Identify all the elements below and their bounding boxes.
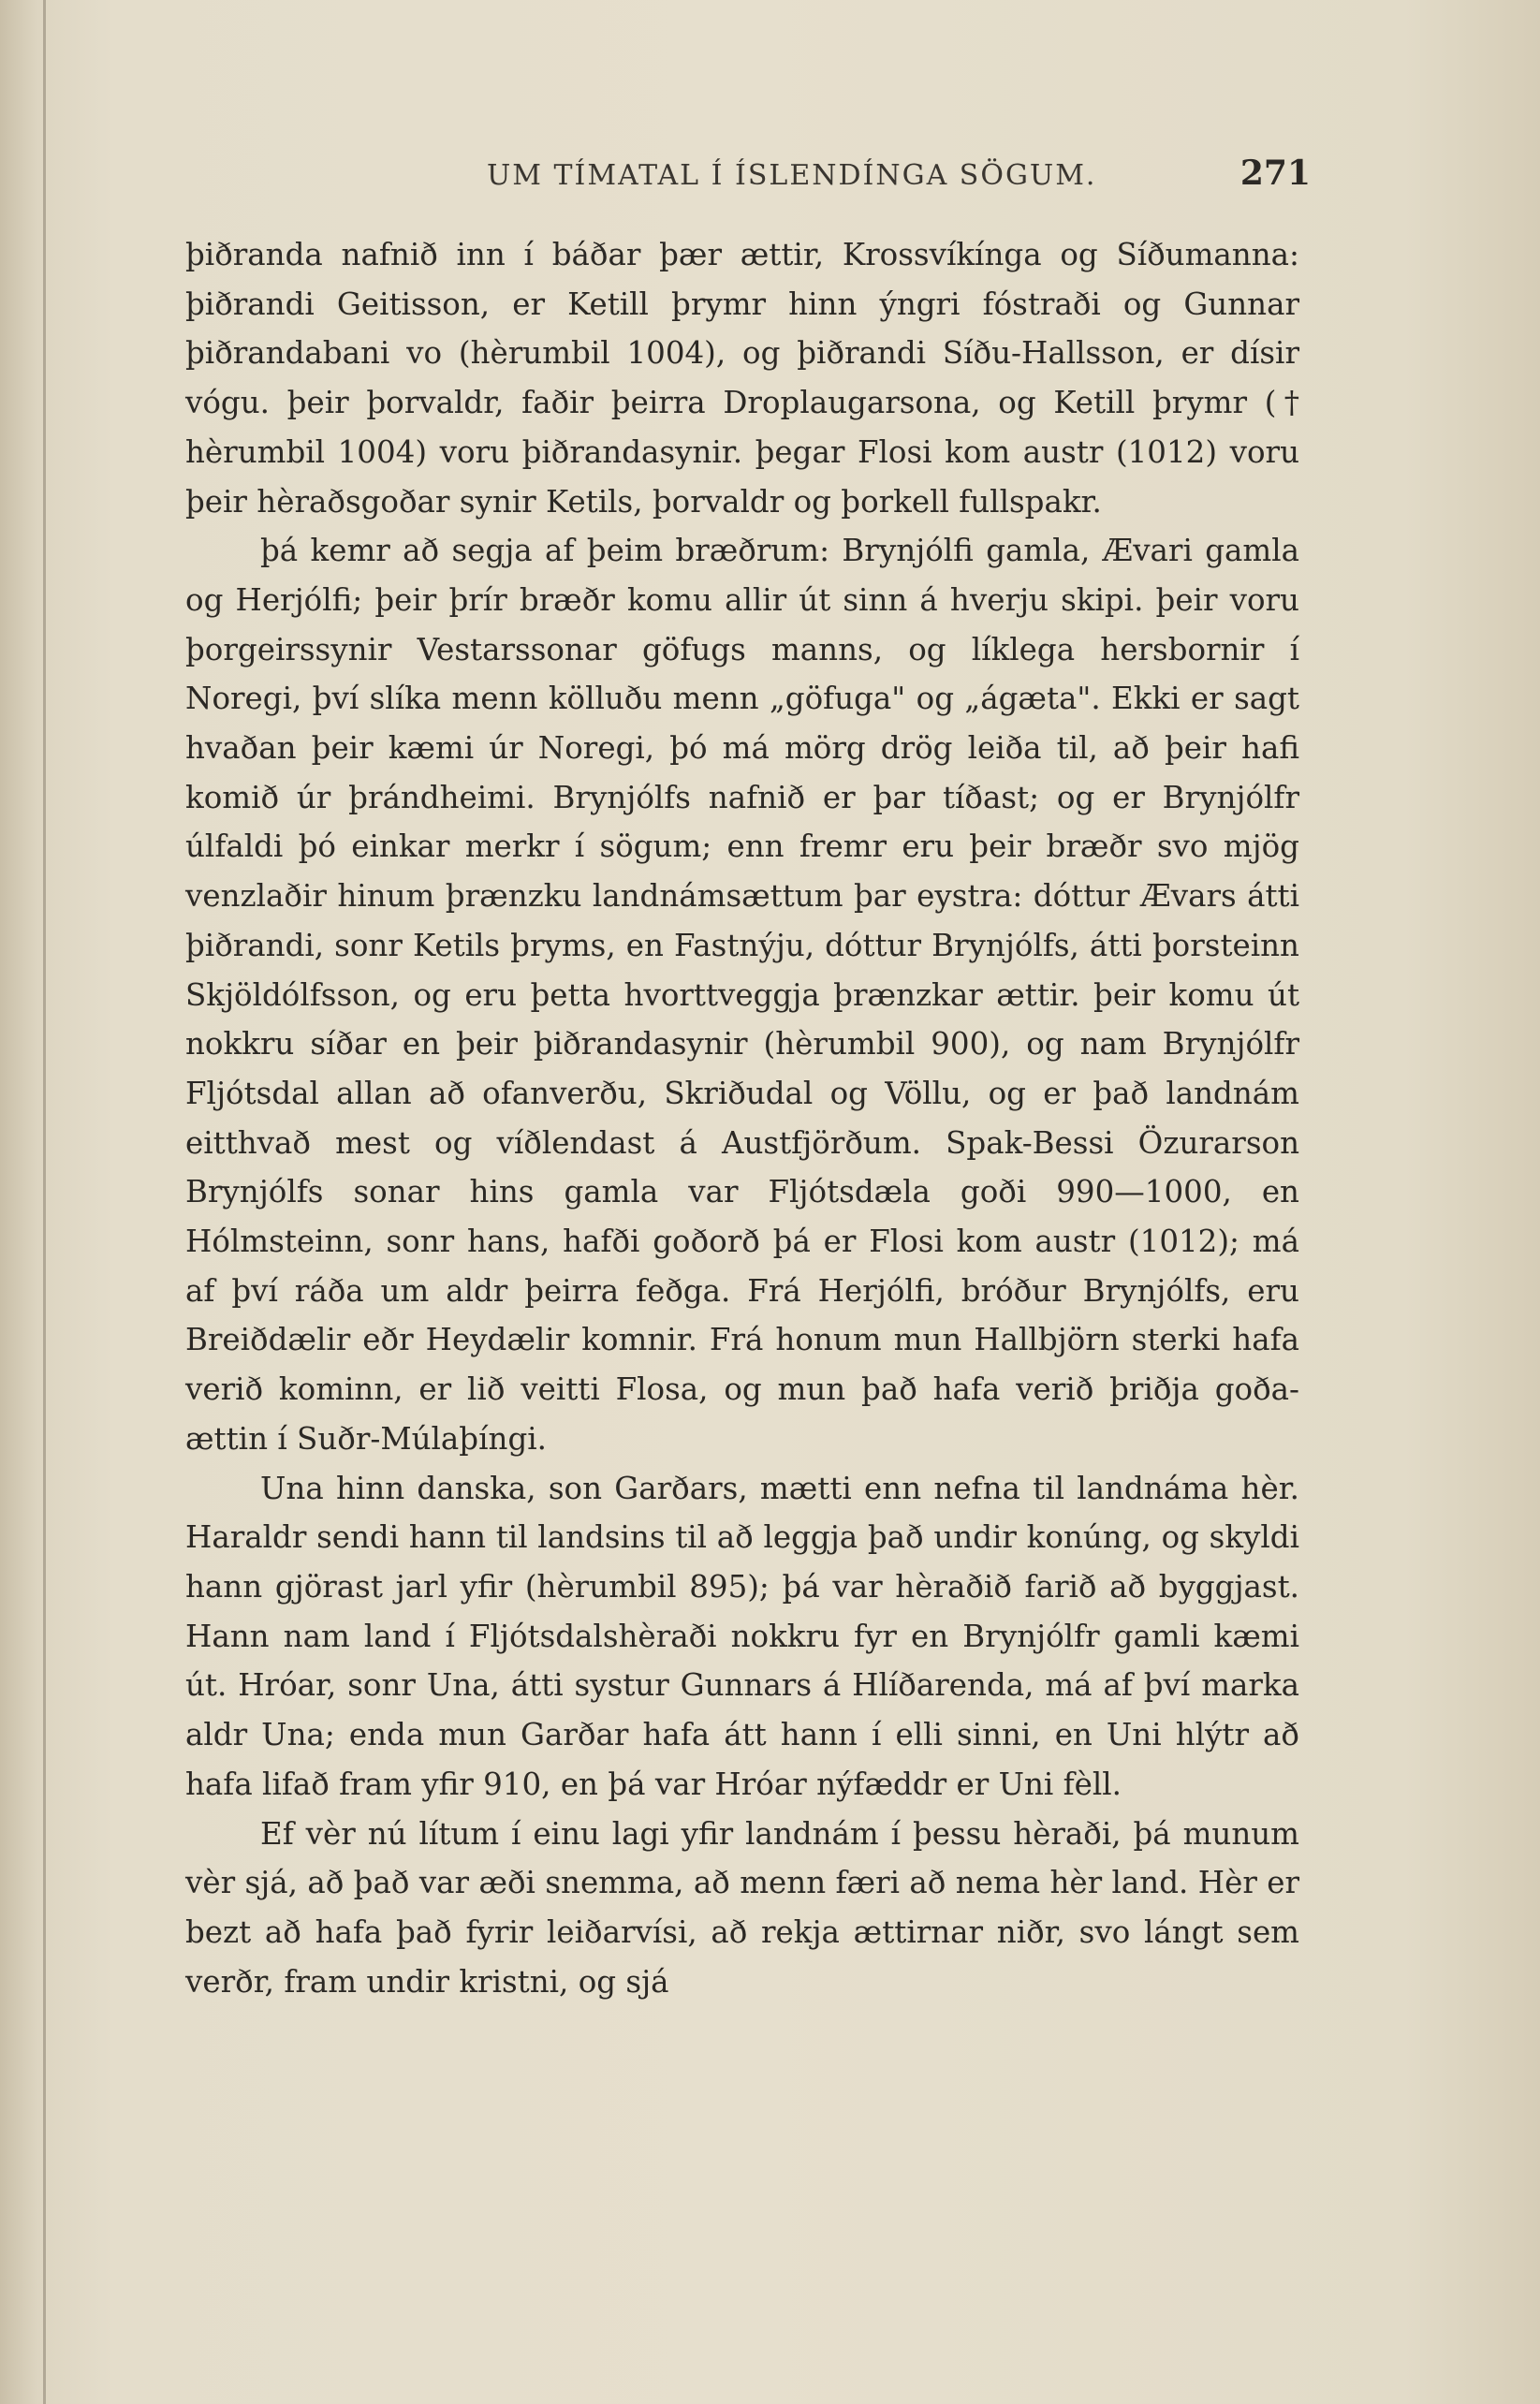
page-gutter-edge [43,0,46,2404]
paragraph-2: þá kemr að segja af þeim bræðrum: Brynjólfi gamla, Ævari gamla og Herjólfi; þeir þrír bræðr komu allir út sinn á hverju skipi. þeir voru þorgeirssynir Vestarssonar göfugs manns, og líklega hersbornir í Noregi, því slíka menn kölluðu menn „göfuga" og „ágæta". Ekki er sagt hvaðan þeir kæmi úr Noregi, þó má mörg drög leiða til, að þeir hafi komið úr þrándheimi. Brynjólfs nafnið er þar tíðast; og er Brynjólfr úlfaldi þó einkar merkr í sögum; enn fremr eru þeir bræðr svo mjög venzlaðir hinum þrænzku landnámsættum þar eystra: dóttur Ævars átti þiðrandi, sonr Ketils þryms, en Fastnýju, dóttur Brynjólfs, átti þorsteinn Skjöldólfsson, og eru þetta hvorttveggja þrænzkar ættir. þeir komu út nokkru síðar en þeir þiðrandasynir (hèrumbil 900), og nam Brynjólfr Fljótsdal allan að ofanverðu, Skriðudal og Völlu, og er það landnám eitthvað mest og víðlendast á Austfjörðum. Spak-Bessi Özurarson Brynjólfs sonar hins gamla var Fljótsdæla goði 990—1000, en Hólmsteinn, sonr hans, hafði goðorð þá er Flosi kom austr (1012); má af því ráða um aldr þeirra feðga. Frá Herjólfi, bróður Brynjólfs, eru Breiðdælir eðr Heydælir komnir. Frá honum mun Hallbjörn sterki hafa verið kominn, er lið veitti Flosa, og mun það hafa verið þriðja goða-ættin í Suðr-Múlaþíngi. [185,533,1299,1457]
page-number: 271 [1239,154,1311,193]
paragraph-3: Una hinn danska, son Garðars, mætti enn nefna til landnáma hèr. Haraldr sendi hann til landsins til að leggja það undir konúng, og skyldi hann gjörast jarl yfir (hèrumbil 895); þá var hèraðið farið að byggjast. Hann nam land í Fljótsdalshèraði nokkru fyr en Brynjólfr gamli kæmi út. Hróar, sonr Una, átti systur Gunnars á Hlíðarenda, má af því marka aldr Una; enda mun Garðar hafa átt hann í elli sinni, en Uni hlýtr að hafa lifað fram yfir 910, en þá var Hróar nýfæddr er Uni fèll. [185,1470,1299,1802]
page-header [187,150,1311,206]
running-title: UM TÍMATAL Í ÍSLENDÍNGA SÖGUM. [487,159,1097,192]
paragraph-1: þiðranda nafnið inn í báðar þær ættir, Krossvíkínga og Síðumanna: þiðrandi Geitisson, er Ketill þrymr hinn ýngri fóstraði og Gunnar þiðrandabani vo (hèrumbil 1004), og þiðrandi Síðu-Hallsson, er dísir vógu. þeir þorvaldr, faðir þeirra Droplaugarsona, og Ketill þrymr († hèrumbil 1004) voru þiðrandasynir. þegar Flosi kom austr (1012) voru þeir hèraðsgoðar synir Ketils, þorvaldr og þorkell fullspakr. [185,237,1299,520]
body-text [185,230,1299,2006]
paragraph-4: Ef vèr nú lítum í einu lagi yfir landnám í þessu hèraði, þá munum vèr sjá, að það var æði snemma, að menn færi að nema hèr land. Hèr er bezt að hafa það fyrir leiðarvísi, að rekja ættirnar niðr, svo lángt sem verðr, fram undir kristni, og sjá [185,1815,1299,2000]
